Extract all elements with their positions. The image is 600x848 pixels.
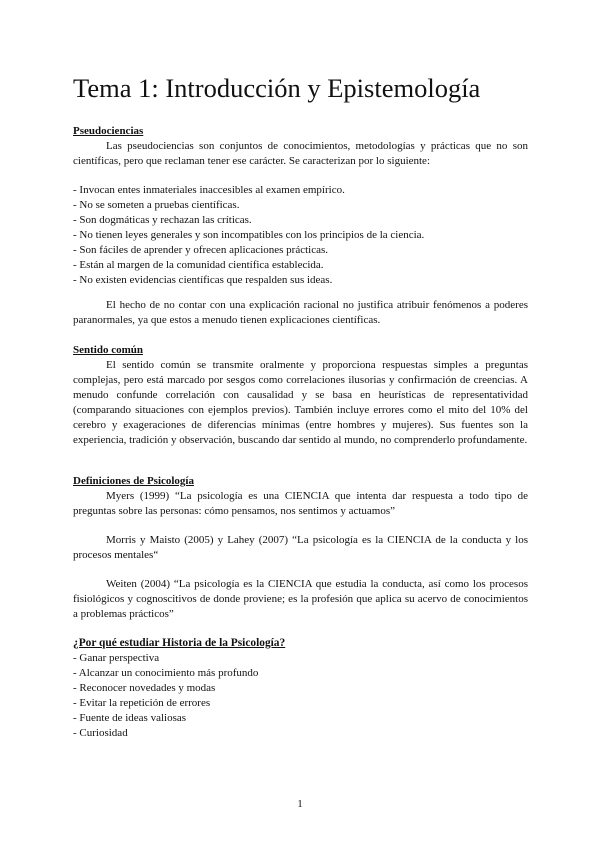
section-historia bbox=[73, 636, 528, 741]
historia-list bbox=[73, 651, 528, 741]
pseudociencias-closing: El hecho de no contar con una explicación racional no justifica atribuir fenómenos a poderes paranormales, ya que estos a menudo tienen explicaciones científicas. bbox=[73, 299, 528, 326]
sentido-comun-text: El sentido común se transmite oralmente y proporciona respuestas simples a preguntas complejas, pero está marcado por sesgos como correlaciones ilusorias y confirmación de creencias. A menudo confunde correlación con causalidad y se basa en heurísticas de representatividad (comparando situaciones con ejemplos previos). También incluye errores como el mito del 10% del cerebro y exageraciones de diferencias mínimas (entre hombres y mujeres). Sus fuentes son la experiencia, tradición y observación, buscando dar sentido al mundo, no comprenderlo profundamente. bbox=[73, 359, 528, 446]
heading-pseudociencias: Pseudociencias bbox=[73, 125, 144, 137]
definicion-morris: Morris y Maisto (2005) y Lahey (2007) “La psicología es la CIENCIA de la conducta y los procesos mentales“ bbox=[73, 534, 528, 561]
section-pseudociencias bbox=[73, 124, 528, 169]
list-item: - Evitar la repetición de errores bbox=[73, 697, 211, 709]
list-item: - Ganar perspectiva bbox=[73, 652, 160, 664]
list-item: - Son fáciles de aprender y ofrecen aplicaciones prácticas. bbox=[73, 244, 329, 256]
list-item: - Reconocer novedades y modas bbox=[73, 682, 216, 694]
list-item: - Invocan entes inmateriales inaccesibles al examen empírico. bbox=[73, 184, 345, 196]
heading-definiciones: Definiciones de Psicología bbox=[73, 475, 194, 487]
list-item: - Están al margen de la comunidad científica establecida. bbox=[73, 259, 324, 271]
list-item: - Fuente de ideas valiosas bbox=[73, 712, 187, 724]
pseudociencias-closing-block bbox=[73, 298, 528, 328]
page-number: 1 bbox=[297, 798, 303, 810]
list-item: - No existen evidencias científicas que respalden sus ideas. bbox=[73, 274, 333, 286]
definicion-weiten: Weiten (2004) “La psicología es la CIENCIA que estudia la conducta, así como los procesos fisiológicos y cognoscitivos de donde proviene; es la profesión que aplica su acervo de conocimientos a problemas prácticos” bbox=[73, 578, 528, 620]
page-title: Tema 1: Introducción y Epistemología bbox=[73, 73, 481, 103]
heading-sentido-comun: Sentido común bbox=[73, 344, 143, 356]
list-item: - Son dogmáticas y rechazan las críticas. bbox=[73, 214, 252, 226]
definicion-weiten-block bbox=[73, 577, 528, 622]
list-item: - No se someten a pruebas científicas. bbox=[73, 199, 240, 211]
section-sentido-comun bbox=[73, 343, 528, 448]
definicion-myers: Myers (1999) “La psicología es una CIENCIA que intenta dar respuesta a todo tipo de preguntas sobre las personas: cómo pensamos, nos sentimos y actuamos” bbox=[73, 490, 528, 517]
section-definiciones bbox=[73, 474, 528, 519]
pseudociencias-list-block bbox=[73, 183, 528, 288]
list-item: - Alcanzar un conocimiento más profundo bbox=[73, 667, 259, 679]
pseudociencias-intro: Las pseudociencias son conjuntos de conocimientos, metodologías y prácticas que no son científicas, pero que reclaman tener ese carácter. Se caracterizan por lo siguiente: bbox=[73, 140, 528, 167]
pseudociencias-list bbox=[73, 183, 528, 288]
list-item: - Curiosidad bbox=[73, 727, 128, 739]
list-item: - No tienen leyes generales y son incompatibles con los principios de la ciencia. bbox=[73, 229, 425, 241]
heading-historia: ¿Por qué estudiar Historia de la Psicología? bbox=[73, 637, 286, 649]
definicion-morris-block bbox=[73, 533, 528, 563]
